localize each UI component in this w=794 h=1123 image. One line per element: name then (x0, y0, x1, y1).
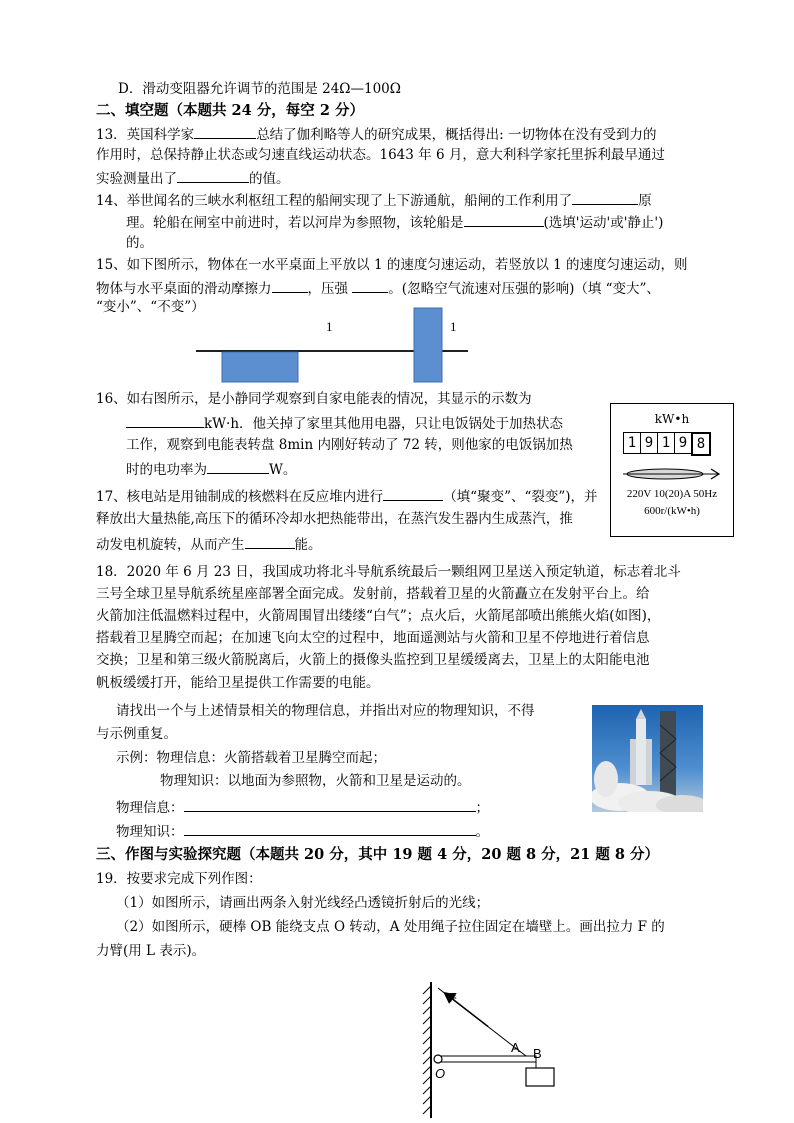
meter-revs: 600r/(kW•h) (644, 505, 700, 517)
q18-line8: 与示例重复。 (96, 726, 177, 742)
q18-line4: 搭载着卫星腾空而起；在加速飞向太空的过程中，地面遥测站与火箭和卫星不停地进行着信息 (96, 630, 650, 646)
q13-line1: 13．英国科学家 总结了伽利略等人的研究成果，概括得出: 一切物体在没有受到力的 (96, 124, 657, 144)
q14-blank2 (464, 212, 544, 227)
meter-digit: 1 (623, 432, 641, 454)
meter-digit-decimal: 8 (691, 432, 711, 456)
meter-unit: kW•h (654, 412, 690, 426)
label-B: B (533, 1046, 542, 1061)
q13-line3: 实验测量出了 的值。 (96, 168, 290, 188)
q16-line1: 16、如右图所示，是小静同学观察到自家电能表的情况，其显示的示数为 (96, 391, 532, 407)
q18-info-blank (184, 797, 476, 812)
rocket-launch-photo (592, 705, 703, 812)
meter-digit: 1 (657, 432, 675, 454)
q18-info-line: 物理信息： ； (116, 797, 489, 817)
q15-figure (190, 300, 490, 390)
rod-OB (436, 1056, 536, 1062)
lever-figure (418, 978, 578, 1118)
meter-rating: 220V 10(20)A 50Hz (626, 488, 718, 500)
label-F: F (449, 990, 457, 1005)
option-d: D．滑动变阻器允许调节的范围是 24Ω—100Ω (118, 81, 401, 97)
q17-line3: 动发电机旋转，从而产生 能。 (96, 534, 322, 554)
q19-line4: 力臂(用 L 表示)。 (96, 943, 206, 959)
q17-blank2 (245, 534, 295, 549)
q13-blank2 (177, 168, 249, 183)
block-flat (222, 352, 298, 382)
meter-digit: 9 (640, 432, 658, 454)
q19-line2: （1）如图所示，请画出两条入射光线经凸透镜折射后的光线； (116, 895, 490, 911)
weight-block (526, 1068, 554, 1086)
q16-line3: 工作，观察到电能表转盘 8min 内刚好转动了 72 转，则他家的电饭锅加热 (126, 437, 573, 453)
q18-line1: 18．2020 年 6 月 23 日，我国成功将北斗导航系统最后一颗组网卫星送入预定轨道，标志着北斗 (96, 564, 681, 580)
q16-line2: kW·h．他关掉了家里其他用电器，只让电饭锅处于加热状态 (126, 413, 563, 433)
q15-blank2 (352, 278, 388, 293)
q17-blank1 (383, 486, 443, 501)
q14-line1: 14、举世闻名的三峡水利枢纽工程的船闸实现了上下游通航，船闸的工作利用了 原 (96, 190, 652, 210)
q15-line2: 物体与水平桌面的滑动摩擦力 ，压强 。(忽略空气流速对压强的影响)（填 “变大”、 (96, 278, 660, 298)
q15-blank1 (272, 278, 308, 293)
q18-line6: 帆板缓缓打开，能给卫星提供工作需要的电能。 (96, 675, 380, 691)
q18-example-knowledge: 物理知识：以地面为参照物，火箭和卫星是运动的。 (160, 773, 471, 789)
label-A: A (511, 1040, 520, 1055)
q18-knowledge-line: 物理知识： 。 (116, 821, 489, 841)
section-3-heading: 三、作图与实验探究题（本题共 20 分，其中 19 题 4 分，20 题 8 分，21 题 8 分） (96, 846, 660, 863)
q18-knowledge-blank (184, 821, 476, 836)
q17-line1: 17、核电站是用铀制成的核燃料在反应堆内进行 （填“聚变”、“裂变”)，并 (96, 486, 598, 506)
q13-blank1 (194, 124, 256, 139)
q18-line2: 三号全球卫星导航系统星座部署全面完成。发射前，搭载着卫星的火箭矗立在发射平台上。给 (96, 586, 650, 602)
q16-blank2 (207, 459, 269, 474)
q17-line2: 释放出大量热能,高压下的循环冷却水把热能带出，在蒸汽发生器内生成蒸汽，推 (96, 511, 573, 527)
wall-hatch (423, 986, 431, 1114)
fig-label-right: 1 (450, 319, 457, 334)
block-upright (414, 308, 442, 382)
q16-blank1 (126, 413, 204, 428)
q14-line2: 理。轮船在闸室中前进时，若以河岸为参照物，该轮船是 (选填'运动'或'静止') (126, 212, 663, 232)
q18-example-info: 示例：物理信息：火箭搭载着卫星腾空而起； (116, 750, 386, 766)
q19-line1: 19．按要求完成下列作图： (96, 871, 262, 887)
q15-line3: “变小”、“不变”） (96, 299, 205, 315)
q14-blank1 (572, 190, 638, 205)
q16-line4: 时的电功率为 W。 (126, 459, 296, 479)
q15-line1: 15、如下图所示，物体在一水平桌面上平放以 1 的速度匀速运动，若竖放以 1 的速度匀速运动，则 (96, 257, 688, 273)
meter-digits (623, 432, 710, 456)
section-2-heading: 二、填空题（本题共 24 分，每空 2 分） (96, 102, 364, 119)
q18-line5: 交换；卫星和第三级火箭脱离后，火箭上的摄像头监控到卫星缓缓离去，卫星上的太阳能电池 (96, 652, 650, 668)
meter-digit: 9 (674, 432, 692, 454)
pivot-O (434, 1055, 442, 1063)
q13-line2: 作用时，总保持静止状态或匀速直线运动状态。1643 年 6 月，意大利科学家托里拆利最早通过 (96, 147, 665, 163)
meter-disc-arrow-icon (619, 462, 727, 486)
energy-meter (610, 403, 734, 537)
q14-line3: 的。 (126, 235, 153, 251)
q18-line3: 火箭加注低温燃料过程中，火箭周围冒出缕缕“白气”；点火后，火箭尾部喷出熊熊火焰(如图)， (96, 608, 661, 624)
q19-line3: （2）如图所示，硬棒 OB 能绕支点 O 转动，A 处用绳子拉住固定在墙壁上。画出拉力 F 的 (116, 919, 665, 935)
q18-line7: 请找出一个与上述情景相关的物理信息，并指出对应的物理知识，不得 (116, 703, 535, 719)
label-O: O (435, 1066, 446, 1081)
fig-label-left: 1 (326, 319, 333, 334)
